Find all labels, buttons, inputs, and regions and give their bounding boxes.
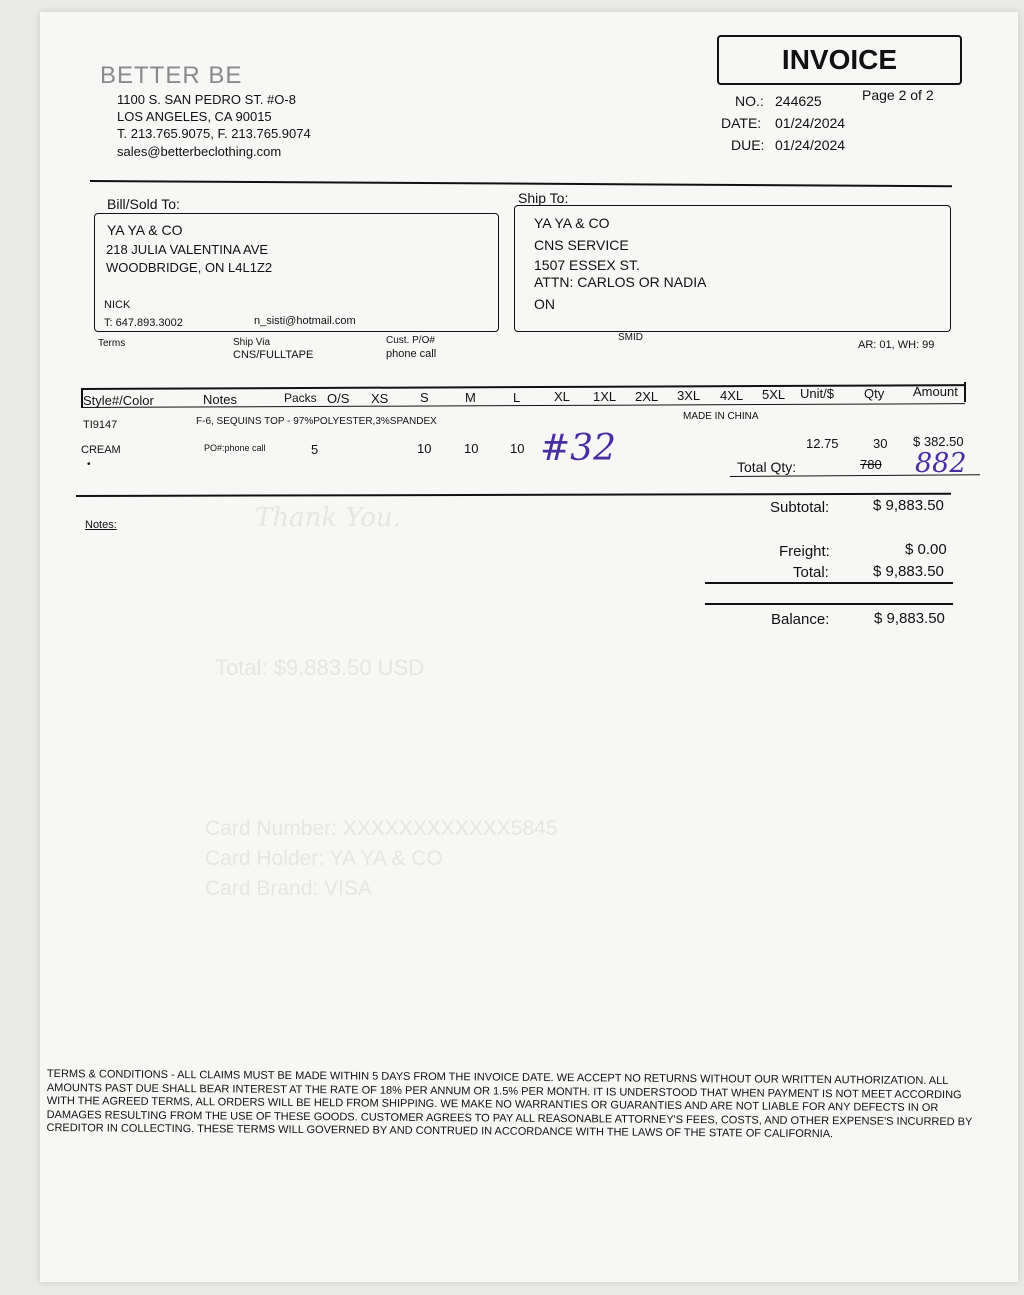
company-logo: BETTER BE xyxy=(100,62,243,89)
notes-label: Notes: xyxy=(85,519,117,531)
total-value: $ 9,883.50 xyxy=(873,563,944,580)
table-left-tick: • xyxy=(87,459,91,470)
col-header-unit: Unit/$ xyxy=(800,386,834,401)
item-size-s: 10 xyxy=(417,441,432,456)
subtotal-label: Subtotal: xyxy=(770,499,830,516)
invoice-due-label: DUE: xyxy=(731,137,765,153)
company-email: sales@betterbeclothing.com xyxy=(117,144,282,159)
invoice-number: 244625 xyxy=(775,93,822,109)
bill-to-email: n_sisti@hotmail.com xyxy=(254,315,356,327)
col-header-qty: Qty xyxy=(864,386,885,401)
handwritten-box-number: #32 xyxy=(540,428,616,469)
item-origin: MADE IN CHINA xyxy=(683,411,759,422)
page-indicator: Page 2 of 2 xyxy=(862,87,934,103)
balance-label: Balance: xyxy=(771,611,830,628)
col-header-l: L xyxy=(513,390,521,405)
ship-to-line5: ON xyxy=(534,296,555,312)
col-header-4xl: 4XL xyxy=(720,388,744,403)
item-qty: 30 xyxy=(873,436,888,451)
col-header-s: S xyxy=(420,390,429,405)
table-header-right-border xyxy=(964,382,966,402)
col-header-packs: Packs xyxy=(284,391,317,405)
item-notes: PO#:phone call xyxy=(204,443,266,453)
ship-to-line4: ATTN: CARLOS OR NADIA xyxy=(534,274,707,290)
total-label: Total: xyxy=(793,564,829,581)
ship-via-value: CNS/FULLTAPE xyxy=(233,349,314,361)
col-header-m: M xyxy=(465,390,476,405)
item-description: F-6, SEQUINS TOP - 97%POLYESTER,3%SPANDEX xyxy=(196,416,437,427)
invoice-date: 01/24/2024 xyxy=(775,115,846,131)
company-phone-fax: T. 213.765.9075, F. 213.765.9074 xyxy=(117,126,311,141)
balance-rule xyxy=(705,603,953,605)
bill-to-city: WOODBRIDGE, ON L4L1Z2 xyxy=(106,260,273,275)
total-qty-printed: 780 xyxy=(860,457,882,472)
col-header-xl: XL xyxy=(554,389,570,404)
total-qty-label: Total Qty: xyxy=(737,459,797,475)
bill-to-name: YA YA & CO xyxy=(107,222,183,238)
company-address-line2: LOS ANGELES, CA 90015 xyxy=(117,109,272,124)
col-header-notes: Notes xyxy=(203,392,237,407)
item-packs: 5 xyxy=(311,442,319,457)
bill-to-street: 218 JULIA VALENTINA AVE xyxy=(106,242,269,257)
item-color: CREAM xyxy=(81,444,121,456)
ship-to-line1: YA YA & CO xyxy=(534,215,610,231)
total-underline xyxy=(705,582,953,584)
balance-value: $ 9,883.50 xyxy=(874,610,945,627)
item-size-m: 10 xyxy=(464,441,479,456)
bill-to-label: Bill/Sold To: xyxy=(107,196,180,212)
subtotal-value: $ 9,883.50 xyxy=(873,497,944,514)
bleed-card-holder: Card Holder: YA YA & CO xyxy=(205,847,443,870)
smid-label: SMID xyxy=(618,332,643,343)
bleed-total: Total: $9,883.50 USD xyxy=(215,655,425,680)
col-header-style: Style#/Color xyxy=(83,393,154,408)
bill-to-contact: NICK xyxy=(104,299,131,311)
ar-wh-info: AR: 01, WH: 99 xyxy=(858,339,935,351)
freight-label: Freight: xyxy=(779,543,830,560)
col-header-3xl: 3XL xyxy=(677,388,701,403)
terms-label: Terms xyxy=(98,338,126,349)
freight-value: $ 0.00 xyxy=(905,541,947,558)
col-header-2xl: 2XL xyxy=(635,389,659,404)
invoice-date-label: DATE: xyxy=(721,115,762,131)
terms-and-conditions: TERMS & CONDITIONS - ALL CLAIMS MUST BE MADE WITHIN 5 DAYS FROM THE INVOICE DATE. WE ACCEPT NO RETURNS WITHOUT OUR WRITTEN AUTHORIZATION. ALL AMOUNTS PAST DUE SHALL BEAR INTEREST AT THE RATE OF 18% PER ANNUM OR 1.5% PER MONTH. IT IS UNDERSTOOD THAT WHEN PAYMENT IS NOT MEET ACCORDING WITH THE AGREED TERMS, ALL ORDERS WILL BE HELD FROM SHIPPING. WE MAKE NO WARRANTIES OR GUARANTIES AND ARE NOT LIABLE FOR ANY DEFECTS IN OR DAMAGES RESULTING FROM THE USE OF THESE GOODS. CUSTOMER AGREES TO PAY ALL REASONABLE ATTORNEY'S FEES, COSTS, AND OTHER EXPENSE'S INCURRED BY CREDITOR IN COLLECTING. THESE TERMS WILL GOVERNED BY AND CONTRUED IN ACCORDANCE WITH THE LAWS OF THE STATE OF CALIFORNIA. xyxy=(46,1068,973,1141)
invoice-number-label: NO.: xyxy=(735,93,764,109)
bleed-card-number: Card Number: XXXXXXXXXXXX5845 xyxy=(205,817,558,840)
item-style: TI9147 xyxy=(83,419,118,431)
ship-via-label: Ship Via xyxy=(233,337,271,348)
item-amount: $ 382.50 xyxy=(913,434,964,449)
col-header-5xl: 5XL xyxy=(762,387,786,402)
bill-to-phone: T: 647.893.3002 xyxy=(104,317,183,329)
bleed-thank-you: Thank You. xyxy=(255,503,401,533)
col-header-1xl: 1XL xyxy=(593,389,617,404)
bleed-card-brand: Card Brand: VISA xyxy=(205,877,372,900)
ship-to-line2: CNS SERVICE xyxy=(534,237,629,253)
handwritten-total-qty: 882 xyxy=(915,448,967,479)
invoice-title: INVOICE xyxy=(717,35,962,85)
col-header-xs: XS xyxy=(371,391,389,406)
col-header-os: O/S xyxy=(327,391,350,406)
col-header-amount: Amount xyxy=(913,384,958,399)
ship-to-label: Ship To: xyxy=(518,190,569,206)
item-size-l: 10 xyxy=(510,441,525,456)
ship-to-line3: 1507 ESSEX ST. xyxy=(534,257,640,273)
customer-po-label: Cust. P/O# xyxy=(386,335,435,346)
customer-po-value: phone call xyxy=(386,348,437,360)
company-address-line1: 1100 S. SAN PEDRO ST. #O-8 xyxy=(117,92,296,107)
item-unit-price: 12.75 xyxy=(806,436,839,451)
invoice-due-date: 01/24/2024 xyxy=(775,137,846,153)
